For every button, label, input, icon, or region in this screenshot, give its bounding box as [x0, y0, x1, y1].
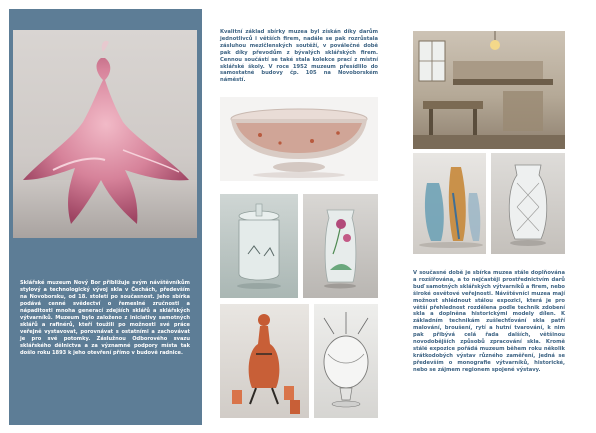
photo-clear-glass-vessel [314, 304, 378, 418]
photo-workshop-interior [413, 31, 565, 149]
left-paragraph: Sklářské muzeum Nový Bor přibližuje svým návštěvníkům stylový a technologický vývoj skla v Čechách, především na Novoborsku, od 18. století po současnost. Jeho sbírka podává cenné svědectví o řemeslné zručnosti a nápaditosti mnoha generací zdejších sklářů a sklářských výtvarníků. Muzeum bylo založeno z iniciativy samotných sklářů a rafinérů, kteří toužili po možnosti své práce veřejně vystavovat, porovnávat s ostatními a zachovávat je pro své potomky. Záslužnou Odborového svazu sklářského dělnictva a za významné podpory místa tak došlo roku 1893 k jeho otevření přímo v budově radnice. [20, 280, 190, 356]
photo-covered-jar [220, 194, 298, 298]
photo-glass-dress-sculpture [13, 30, 197, 238]
photo-painted-vase [303, 194, 378, 298]
photo-glass-bowl [220, 97, 378, 181]
photo-figural-bottle [220, 304, 309, 418]
photo-cut-crystal-vase [491, 153, 565, 254]
photo-colored-vases [413, 153, 486, 254]
right-paragraph: V současné době je sbírka muzea stále doplňována a rozšiřována, a to nejčastěji prostřednictvím darů buď samotných sklářských výtvarníků a firem, nebo široké osvětové veřejnosti. Návštěvníci muzea mají možnost shlédnout stálou expozici, která je pro větší přehlednost rozdělena podle technik zdobení skla a doplněna historickými modely dílen. K základním technikám zušlechťování skla patří malování, broušení, rytí a hutní tvarování, k nim pak přibývá celá řada dalších, většinou novodobějších způsobů zpracování skla. Kromě stálé expozice pořádá muzeum během roku několik krátkodobých výstav různého zaměření, jedná se především o monografie výtvarníků, historické, nebo se zájmem regionem spojené výstavy. [413, 270, 565, 373]
middle-paragraph: Kvalitní základ sbírky muzea byl získán díky darům jednotlivců i větších firem, nadále se pak rozrůstala zásluhou mezičlenských soutěží, v poválečné době pak díky převodům z bývalých sklářských firem. Cennou součástí se také stala kolekce prací z místní sklářské školy. V roce 1952 muzeum přesídlilo do samostatné budovy čp. 105 na Novoborském náměstí. [220, 29, 378, 84]
